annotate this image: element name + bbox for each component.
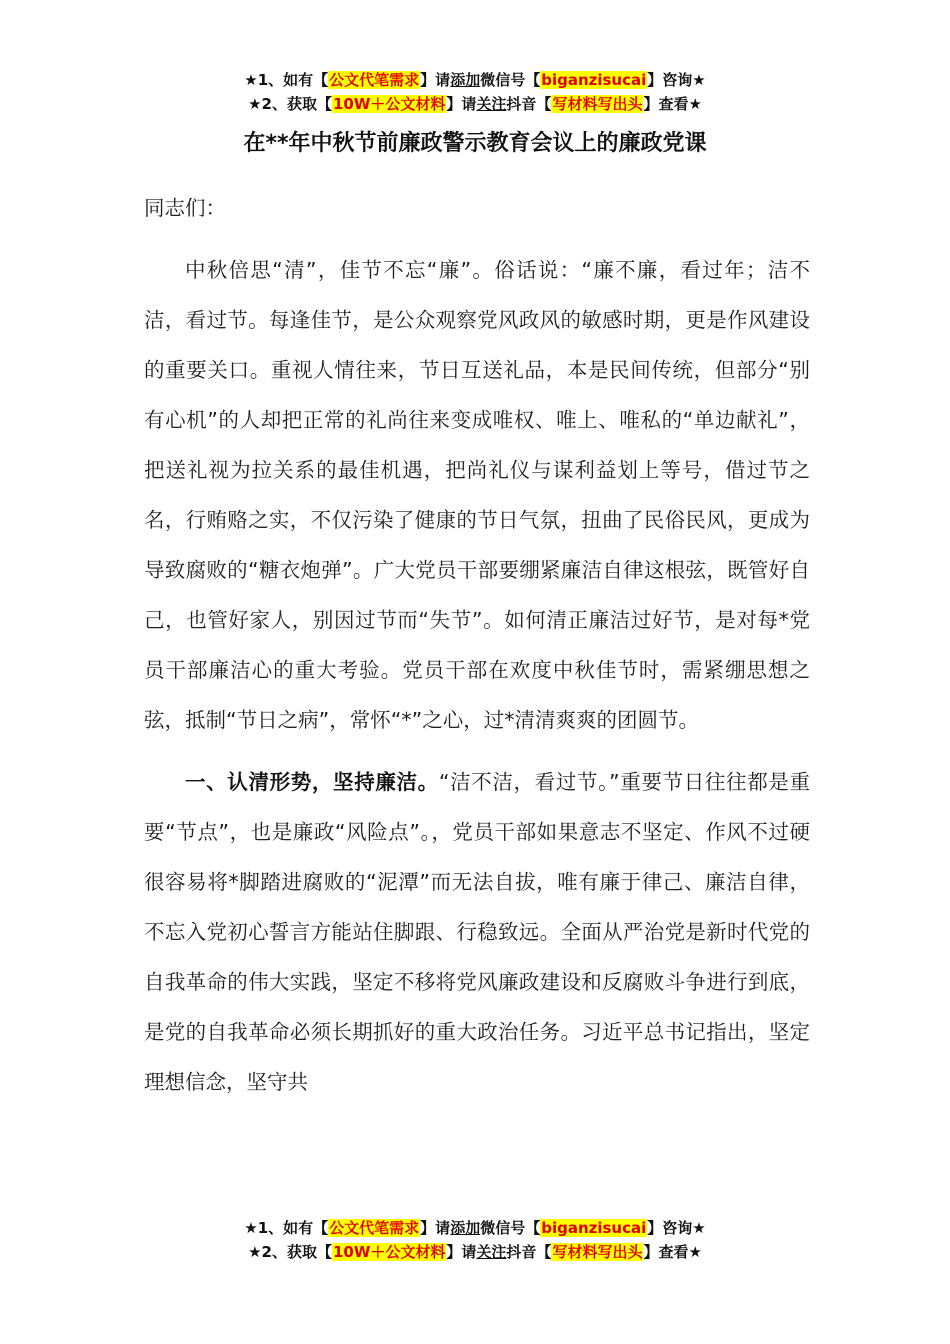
banner-highlight-wechat-id: biganzisucai	[541, 1219, 647, 1237]
banner-highlight-douyin-id: 写材料写出头	[552, 1243, 643, 1261]
banner-underlined-follow: 关注	[476, 95, 507, 113]
document-body	[144, 183, 810, 1119]
banner-text: 微信号【	[480, 71, 541, 89]
greeting: 同志们：	[144, 196, 226, 220]
paragraph-section-1	[144, 757, 810, 1107]
banner-text: 抖音【	[506, 1243, 552, 1261]
banner-line-2	[0, 92, 950, 116]
banner-highlight-materials: 10W＋公文材料	[332, 95, 446, 113]
banner-text: 】查看★	[643, 95, 702, 113]
document-title: 在**年中秋节前廉政警示教育会议上的廉政党课	[243, 131, 707, 156]
banner-highlight-materials: 10W＋公文材料	[332, 1243, 446, 1261]
banner-text: ★2、获取【	[248, 1243, 332, 1261]
banner-text: 】咨询★	[647, 1219, 706, 1237]
banner-text: 】请	[446, 1243, 477, 1261]
footer-banner	[0, 1216, 950, 1264]
section-heading: 一、认清形势，坚持廉洁。	[185, 770, 439, 794]
paragraph-intro: 中秋倍思“清”，佳节不忘“廉”。俗话说：“廉不廉，看过年；洁不洁，看过节。每逢佳节，是公众观察党风政风的敏感时期，更是作风建设的重要关口。重视人情往来，节日互送礼品，本是民间传统，但部分“别有心机”的人却把正常的礼尚往来变成唯权、唯上、唯私的“单边献礼”，把送礼视为拉关系的最佳机遇，把尚礼仪与谋利益划上等号，借过节之名，行贿赂之实，不仅污染了健康的节日气氛，扭曲了民俗民风，更成为导致腐败的“糖衣炮弹”。广大党员干部要绷紧廉洁自律这根弦，既管好自己，也管好家人，别因过节而“失节”。如何清正廉洁过好节，是对每*党员干部廉洁心的重大考验。党员干部在欢度中秋佳节时，需紧绷思想之弦，抵制“节日之病”，常怀“*”之心，过*清清爽爽的团圆节。	[144, 258, 810, 732]
banner-text: 】请	[420, 1219, 451, 1237]
section-body: “洁不洁，看过节。”重要节日往往都是重要“节点”，也是廉政“风险点”。，党员干部如果意志不坚定、作风不过硬很容易将*脚踏进腐败的“泥潭”而无法自拔，唯有廉于律己、廉洁自律，不忘入党初心誓言方能站住脚跟、行稳致远。全面从严治党是新时代党的自我革命的伟大实践，坚定不移将党风廉政建设和反腐败斗争进行到底，是党的自我革命必须长期抓好的重大政治任务。习近平总书记指出，坚定理想信念，坚守共	[144, 770, 811, 1094]
banner-line-1	[0, 68, 950, 92]
banner-highlight-wechat-id: biganzisucai	[541, 71, 647, 89]
banner-text: 抖音【	[506, 95, 552, 113]
banner-text: 微信号【	[480, 1219, 541, 1237]
banner-highlight-service: 公文代笔需求	[329, 71, 420, 89]
banner-underlined-add: 添加	[450, 71, 481, 89]
banner-highlight-douyin-id: 写材料写出头	[552, 95, 643, 113]
banner-text: 】请	[420, 71, 451, 89]
banner-text: ★1、如有【	[244, 71, 329, 89]
banner-line-2	[0, 1240, 950, 1264]
banner-highlight-service: 公文代笔需求	[329, 1219, 420, 1237]
banner-line-1	[0, 1216, 950, 1240]
banner-text: ★1、如有【	[244, 1219, 329, 1237]
header-banner	[0, 68, 950, 116]
banner-underlined-add: 添加	[450, 1219, 481, 1237]
banner-text: 】查看★	[643, 1243, 702, 1261]
banner-underlined-follow: 关注	[476, 1243, 507, 1261]
banner-text: 】咨询★	[647, 71, 706, 89]
banner-text: 】请	[446, 95, 477, 113]
banner-text: ★2、获取【	[248, 95, 332, 113]
